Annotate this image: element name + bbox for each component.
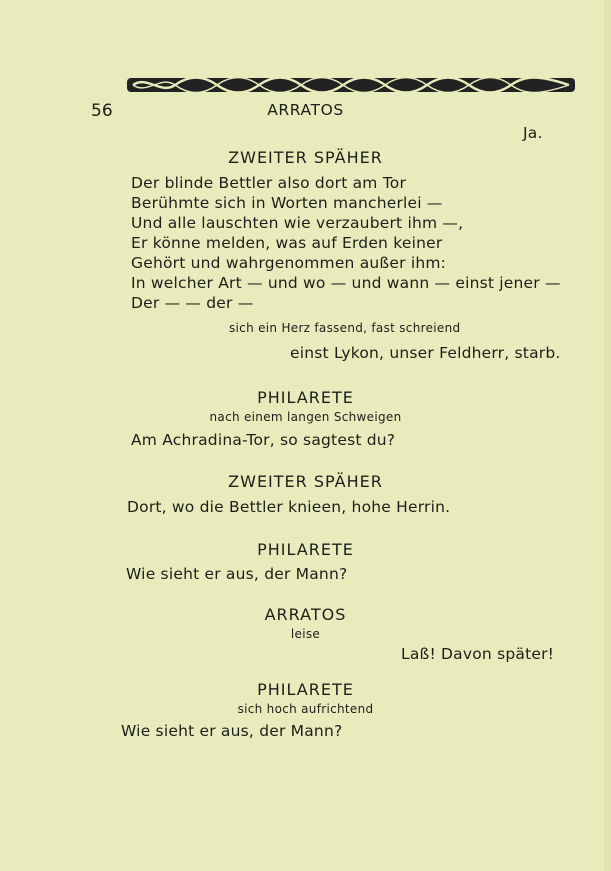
- speaker-arratos: ARRATOS: [264, 605, 347, 624]
- speaker-philarete: PHILARETE: [257, 540, 354, 559]
- speaker-philarete: PHILARETE: [257, 388, 354, 407]
- speaker-zweiter-spaeher: ZWEITER SPÄHER: [228, 472, 383, 491]
- verse-line: Dort, wo die Bettler knieen, hohe Herrin.: [127, 498, 451, 516]
- page-edge: [604, 0, 611, 871]
- speech-line-ja: Ja.: [523, 124, 543, 142]
- verse-line: Gehört und wahrgenommen außer ihm:: [131, 254, 447, 272]
- verse-block: [131, 174, 561, 314]
- verse-line: Wie sieht er aus, der Mann?: [121, 722, 343, 740]
- verse-line-continuation: einst Lykon, unser Feldherr, starb.: [290, 344, 561, 362]
- verse-line: Am Achradina-Tor, so sagtest du?: [131, 431, 396, 449]
- verse-line: Berühmte sich in Worten mancherlei —: [131, 194, 443, 212]
- decorative-border-ornament: [127, 76, 575, 94]
- speaker-zweiter-spaeher: ZWEITER SPÄHER: [228, 148, 383, 167]
- stage-direction: nach einem langen Schweigen: [209, 410, 402, 424]
- speaker-philarete: PHILARETE: [257, 680, 354, 699]
- verse-line: Laß! Davon später!: [401, 645, 555, 663]
- stage-direction: sich hoch aufrichtend: [237, 702, 374, 716]
- verse-line: In welcher Art — und wo — und wann — einst jener —: [131, 274, 561, 292]
- verse-line: Und alle lauschten wie verzaubert ihm —,: [131, 214, 464, 232]
- running-head: ARRATOS: [267, 101, 344, 119]
- verse-line: Der — — der —: [131, 294, 254, 312]
- verse-line: Der blinde Bettler also dort am Tor: [131, 174, 407, 192]
- verse-line: Wie sieht er aus, der Mann?: [126, 565, 348, 583]
- verse-line: Er könne melden, was auf Erden keiner: [131, 234, 443, 252]
- stage-direction: leise: [290, 627, 321, 641]
- stage-direction: sich ein Herz fassend, fast schreiend: [229, 321, 461, 335]
- page-number: 56: [91, 101, 113, 121]
